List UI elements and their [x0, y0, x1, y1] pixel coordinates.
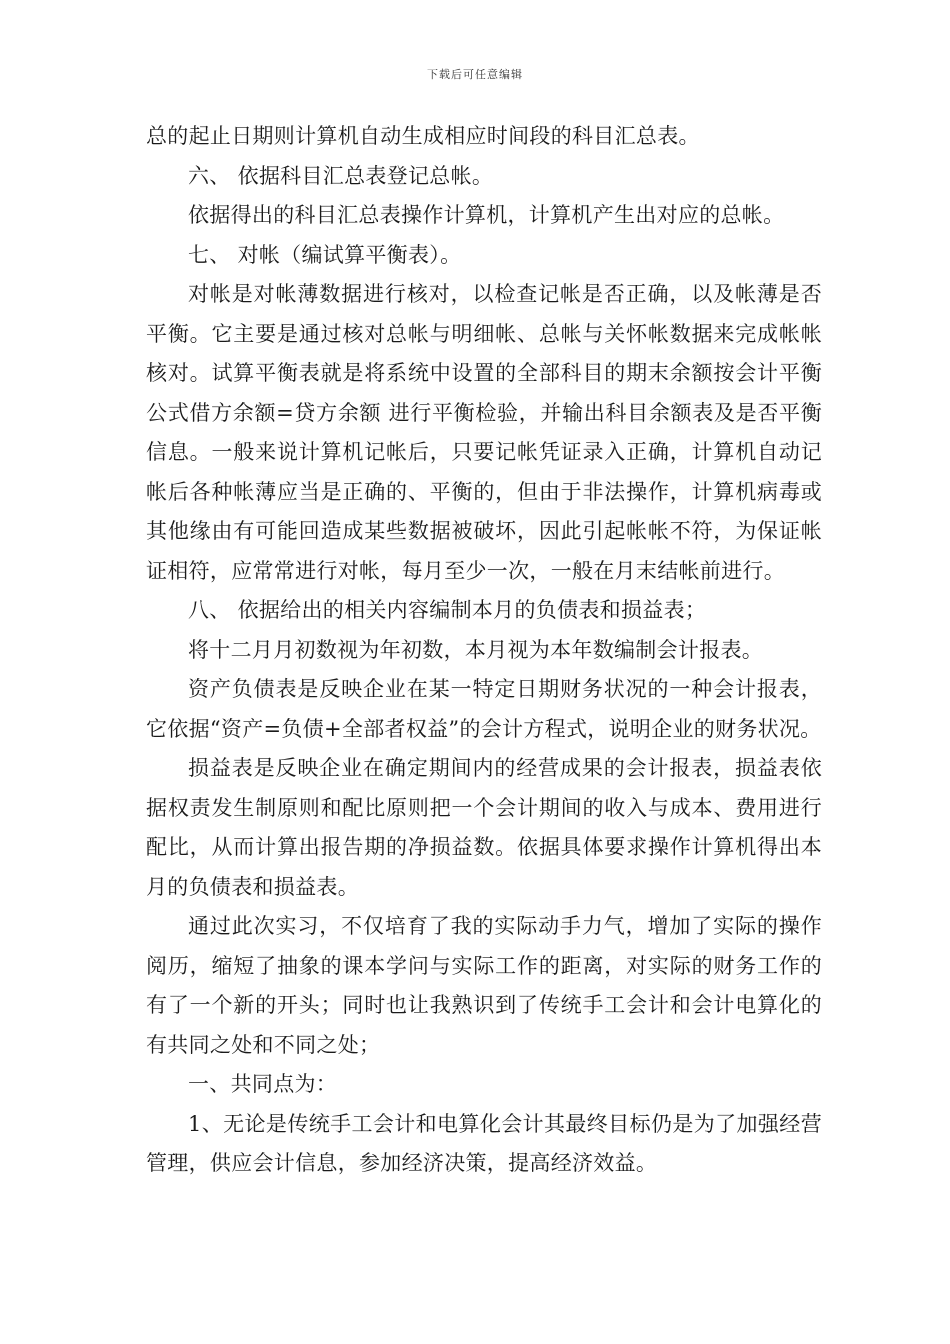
subsection-heading: 一、共同点为：: [188, 1072, 338, 1096]
section-heading-6: 六、 依据科目汇总表登记总帐。: [188, 163, 494, 188]
paragraph-continuation: 总的起止日期则计算机自动生成相应时间段的科目汇总表。: [146, 124, 700, 148]
paragraph: 资产负债表是反映企业在某一特定日期财务状况的一种会计报表，它依据“资产=负债+全部者权益”的会计方程式，说明企业的财务状况。: [146, 677, 822, 741]
paragraph: 对帐是对帐薄数据进行核对，以检查记帐是否正确，以及帐薄是否平衡。它主要是通过核对总帐与明细帐、总帐与关怀帐数据来完成帐帐核对。试算平衡表就是将系统中设置的全部科目的期末余额按会计平衡公式借方余额=贷方余额 进行平衡检验，并输出科目余额表及是否平衡信息。一般来说计算机记帐后，只要记帐凭证录入正确，计算机自动记帐后各种帐薄应当是正确的、平衡的，但由于非法操作，计算机病毒或其他缘由有可能回造成某些数据被破坏，因此引起帐帐不符，为保证帐证相符，应常常进行对帐，每月至少一次，一般在月末结帐前进行。: [146, 282, 822, 583]
section-heading-8: 八、 依据给出的相关内容编制本月的负债表和损益表；: [188, 598, 707, 622]
list-item: 1、无论是传统手工会计和电算化会计其最终目标仍是为了加强经营管理，供应会计信息，参加经济决策，提高经济效益。: [146, 1111, 822, 1175]
paragraph: 依据得出的科目汇总表操作计算机，计算机产生出对应的总帐。: [188, 203, 785, 227]
paragraph: 将十二月月初数视为年初数，本月视为本年数编制会计报表。: [188, 637, 764, 662]
page-header-note: 下载后可任意编辑: [427, 68, 523, 81]
document-body: [146, 117, 822, 1184]
paragraph: 通过此次实习，不仅培育了我的实际动手力气，增加了实际的操作阅历，缩短了抽象的课本学问与实际工作的距离，对实际的财务工作的有了一个新的开头；同时也让我熟识到了传统手工会计和会计电算化的有共同之处和不同之处；: [146, 914, 822, 1057]
section-heading-7: 七、 对帐（编试算平衡表）。: [188, 242, 462, 267]
paragraph: 损益表是反映企业在确定期间内的经营成果的会计报表，损益表依据权责发生制原则和配比原则把一个会计期间的收入与成本、费用进行配比，从而计算出报告期的净损益数。依据具体要求操作计算机得出本月的负债表和损益表。: [146, 756, 822, 899]
